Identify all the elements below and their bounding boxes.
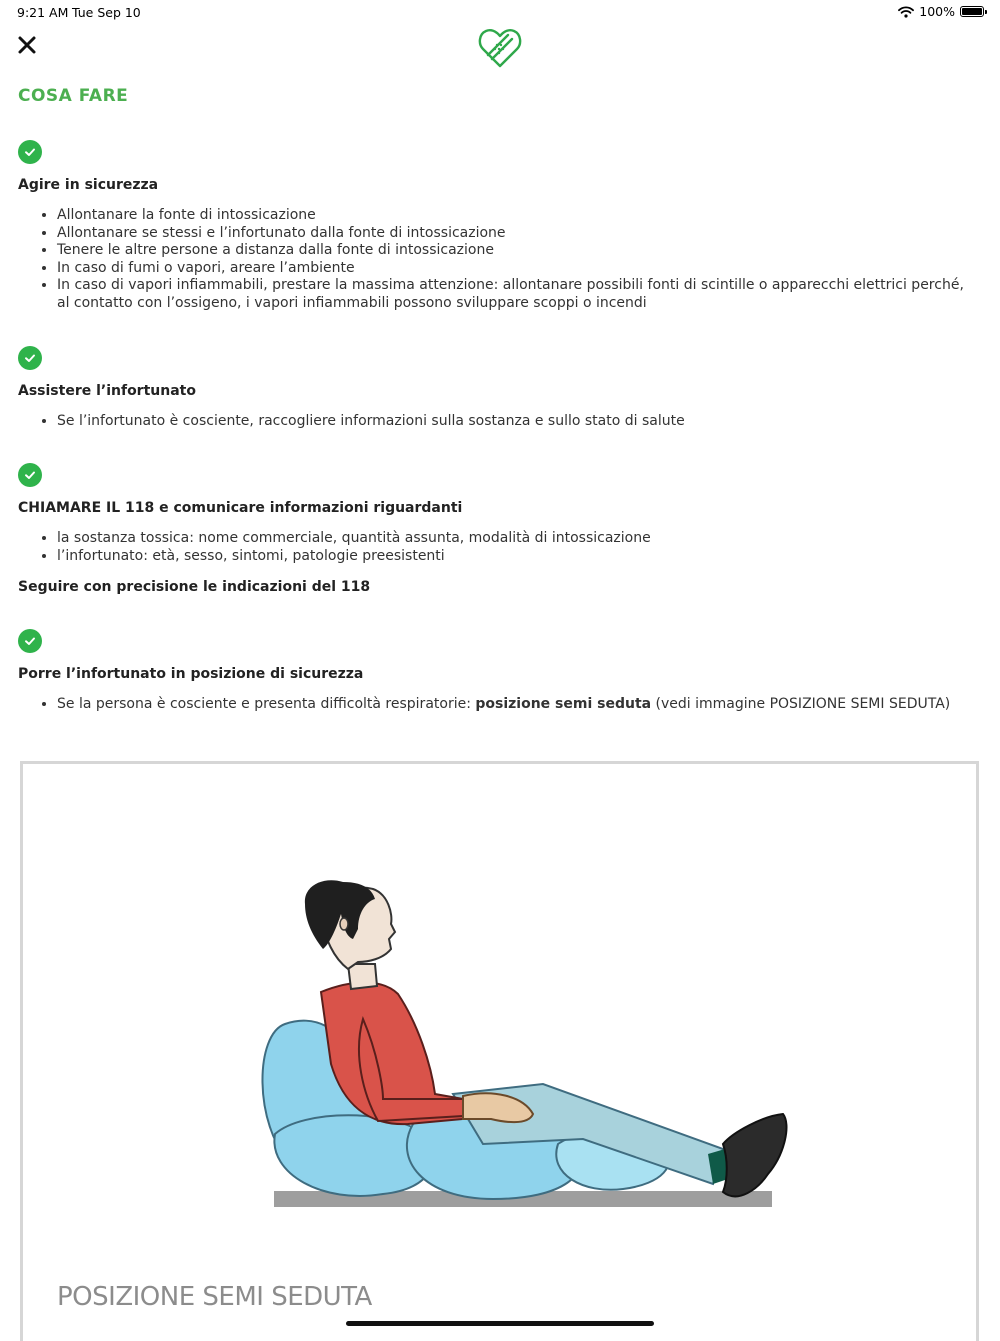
list-item: • Allontanare la fonte di intossicazione xyxy=(57,207,968,225)
close-icon xyxy=(16,34,40,58)
bullet-list xyxy=(18,530,968,565)
check-icon xyxy=(18,346,42,370)
section-chiamare xyxy=(18,463,968,595)
section-title: Porre l’infortunato in posizione di sicurezza xyxy=(18,666,364,683)
section-title: Agire in sicurezza xyxy=(18,177,159,193)
illustration-semi-seated xyxy=(20,761,979,1341)
list-item: • l’infortunato: età, sesso, sintomi, patologie preesistenti xyxy=(57,548,968,566)
list-item: • In caso di fumi o vapori, areare l’ambiente xyxy=(57,260,968,278)
section-title: CHIAMARE IL 118 e comunicare informazioni riguardanti xyxy=(18,500,463,517)
home-indicator[interactable] xyxy=(346,1321,654,1326)
item-text-suffix: (vedi immagine POSIZIONE SEMI SEDUTA) xyxy=(651,696,951,713)
bullet-list xyxy=(18,696,968,714)
item-bold-text: posizione semi seduta xyxy=(475,696,652,713)
status-date: Tue Sep 10 xyxy=(72,5,141,20)
battery-percentage: 100% xyxy=(919,4,955,19)
status-bar xyxy=(0,0,1000,26)
page-title: COSA FARE xyxy=(18,86,129,106)
section-note: Seguire con precisione le indicazioni del 118 xyxy=(18,579,371,596)
item-text: Se la persona è cosciente e presenta difficoltà respiratorie: xyxy=(57,696,476,713)
bullet-list xyxy=(18,207,968,313)
figure-caption: POSIZIONE SEMI SEDUTA xyxy=(57,1282,372,1312)
check-icon xyxy=(18,463,42,487)
section-agire xyxy=(18,140,968,313)
bullet-list xyxy=(18,413,968,431)
list-item: • Tenere le altre persone a distanza dalla fonte di intossicazione xyxy=(57,242,968,260)
list-item: • la sostanza tossica: nome commerciale, quantità assunta, modalità di intossicazione xyxy=(57,530,968,548)
close-button[interactable] xyxy=(16,34,40,58)
list-item xyxy=(57,696,968,714)
heart-bandage-icon xyxy=(476,25,524,69)
wifi-icon xyxy=(898,6,914,18)
status-time: 9:21 AM xyxy=(17,5,69,20)
section-porre xyxy=(18,629,968,714)
check-icon xyxy=(18,629,42,653)
list-item: • Se l’infortunato è cosciente, raccogliere informazioni sulla sostanza e sullo stato di salute xyxy=(57,413,968,431)
list-item: • Allontanare se stessi e l’infortunato dalla fonte di intossicazione xyxy=(57,225,968,243)
content xyxy=(18,140,968,714)
semi-seated-person-illustration xyxy=(23,764,976,1234)
check-icon xyxy=(18,140,42,164)
section-assistere xyxy=(18,346,968,431)
battery-icon xyxy=(960,6,984,17)
status-right xyxy=(898,4,984,19)
list-item: • In caso di vapori infiammabili, prestare la massima attenzione: allontanare possibili fonti di scintille o apparecchi elettrici perché, al contatto con l’ossigeno, i vapori infiammabili possono sviluppare scoppi o incendi xyxy=(57,277,968,312)
section-title: Assistere l’infortunato xyxy=(18,382,196,399)
